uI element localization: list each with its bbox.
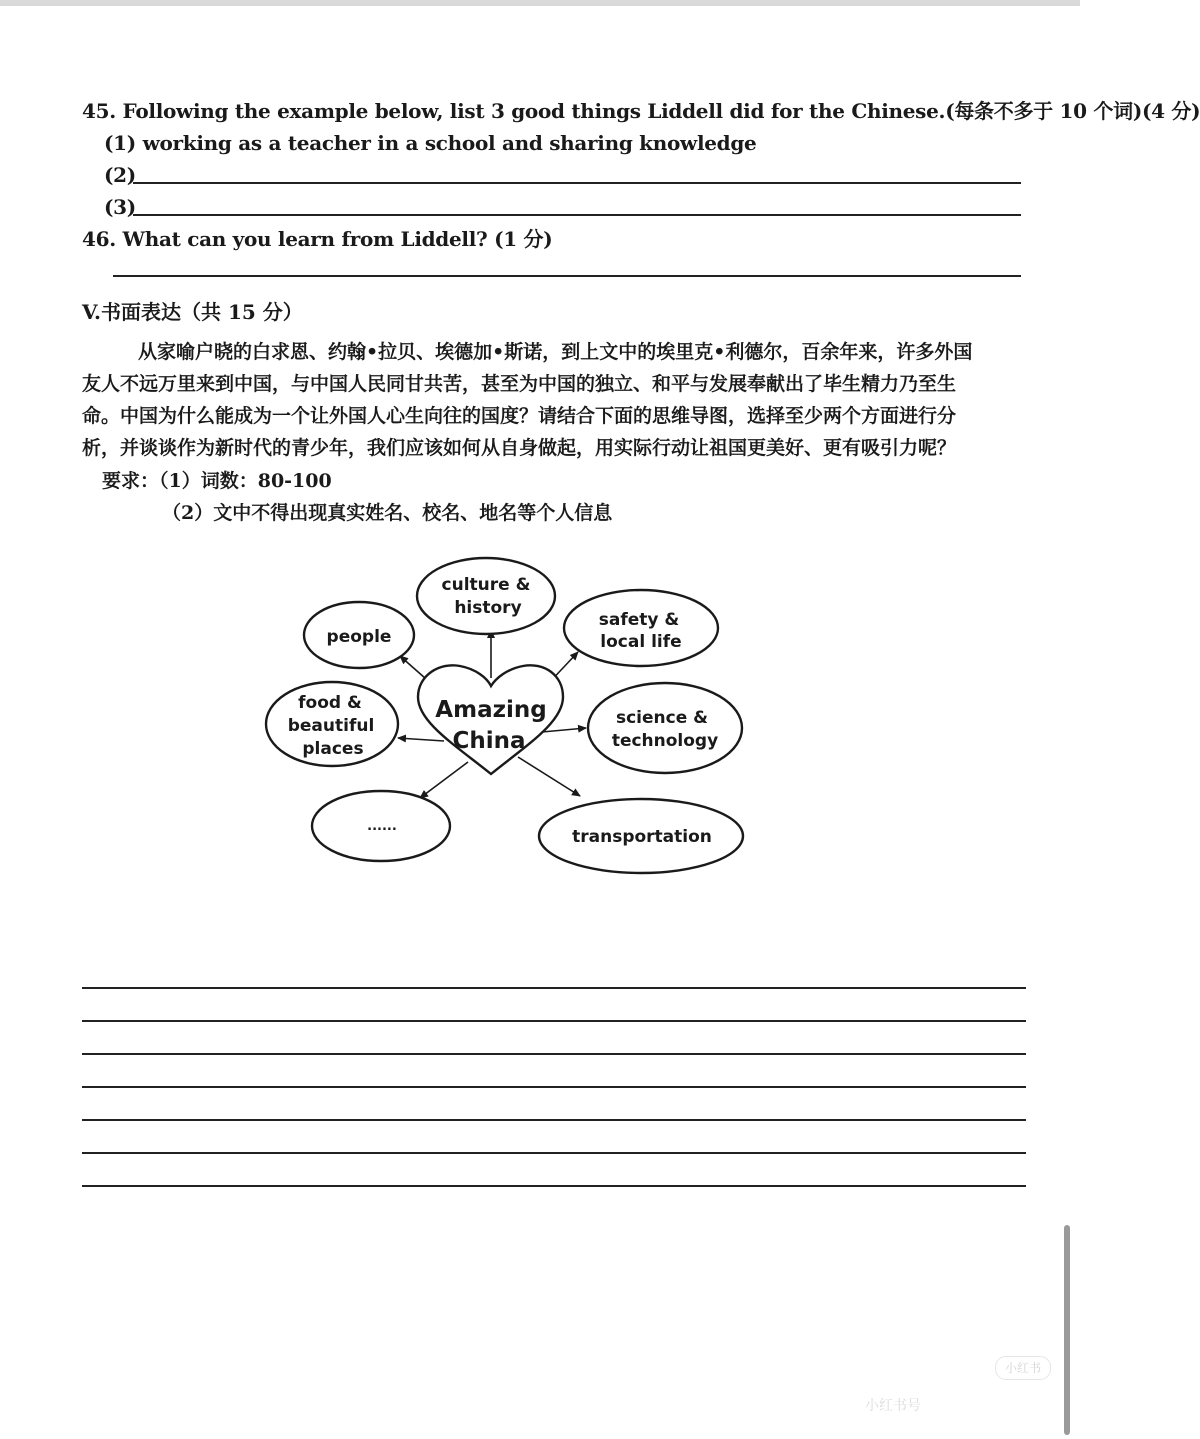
watermark-badge: 小红书 [995, 1356, 1051, 1380]
node-safety-line1: safety & [598, 610, 680, 630]
node-culture-line1: culture & [441, 575, 531, 595]
q45-prompt: 45. Following the example below, list 3 good things Liddell did for the Chinese.(每条不多于 10 个词)(4 分) [82, 99, 1200, 123]
center-label-line2: China [452, 728, 526, 754]
section5-para-line-4: 析，并谈谈作为新时代的青少年，我们应该如何从自身做起，用实际行动让祖国更美好、更有吸引力呢？ [82, 437, 957, 459]
node-culture-ellipse [417, 558, 555, 634]
node-food-line1: food & [298, 693, 362, 713]
writing-line-2[interactable] [82, 1020, 1026, 1022]
q45-item2-label: (2) [104, 163, 136, 187]
scrollbar[interactable] [1064, 1225, 1070, 1435]
writing-line-1[interactable] [82, 987, 1026, 989]
node-transportation-label: transportation [572, 827, 712, 847]
node-science-line2: technology [611, 731, 719, 751]
writing-line-6[interactable] [82, 1152, 1026, 1154]
node-food-line2: beautiful [287, 716, 375, 736]
node-people-label: people [326, 627, 392, 647]
section5-para-line-3: 命。中国为什么能成为一个让外国人心生向往的国度？请结合下面的思维导图，选择至少两个方面进行分 [82, 405, 957, 427]
section5-requirement-1: 要求：（1）词数：80-100 [102, 470, 332, 492]
writing-line-5[interactable] [82, 1119, 1026, 1121]
writing-line-7[interactable] [82, 1185, 1026, 1187]
writing-line-3[interactable] [82, 1053, 1026, 1055]
q45-example: (1) working as a teacher in a school and sharing knowledge [104, 131, 757, 155]
node-dots-label: ...... [367, 819, 397, 834]
center-label-line1: Amazing [435, 697, 547, 723]
watermark-text: 小红书号 [865, 1398, 921, 1414]
section5-para-line-1: 从家喻户晓的白求恩、约翰•拉贝、埃德加•斯诺，到上文中的埃里克•利德尔，百余年来，许多外国 [138, 341, 973, 363]
section5-heading: V.书面表达（共 15 分） [82, 300, 303, 324]
q46-prompt: 46. What can you learn from Liddell? (1 分) [82, 227, 553, 251]
arrow-to-food [398, 738, 444, 741]
arrow-to-science [542, 728, 586, 732]
section5-requirement-2: （2）文中不得出现真实姓名、校名、地名等个人信息 [162, 502, 613, 524]
node-culture-line2: history [454, 598, 522, 618]
node-safety-line2: local life [600, 632, 682, 652]
writing-line-4[interactable] [82, 1086, 1026, 1088]
q45-item3-label: (3) [104, 195, 136, 219]
arrow-to-dots [420, 762, 468, 798]
node-science-ellipse [588, 683, 742, 773]
node-science-line1: science & [615, 708, 709, 728]
section5-para-line-2: 友人不远万里来到中国，与中国人民同甘共苦，甚至为中国的独立、和平与发展奉献出了毕生精力乃至生 [82, 373, 957, 395]
node-food-line3: places [302, 739, 364, 759]
arrow-to-transportation [518, 757, 580, 796]
